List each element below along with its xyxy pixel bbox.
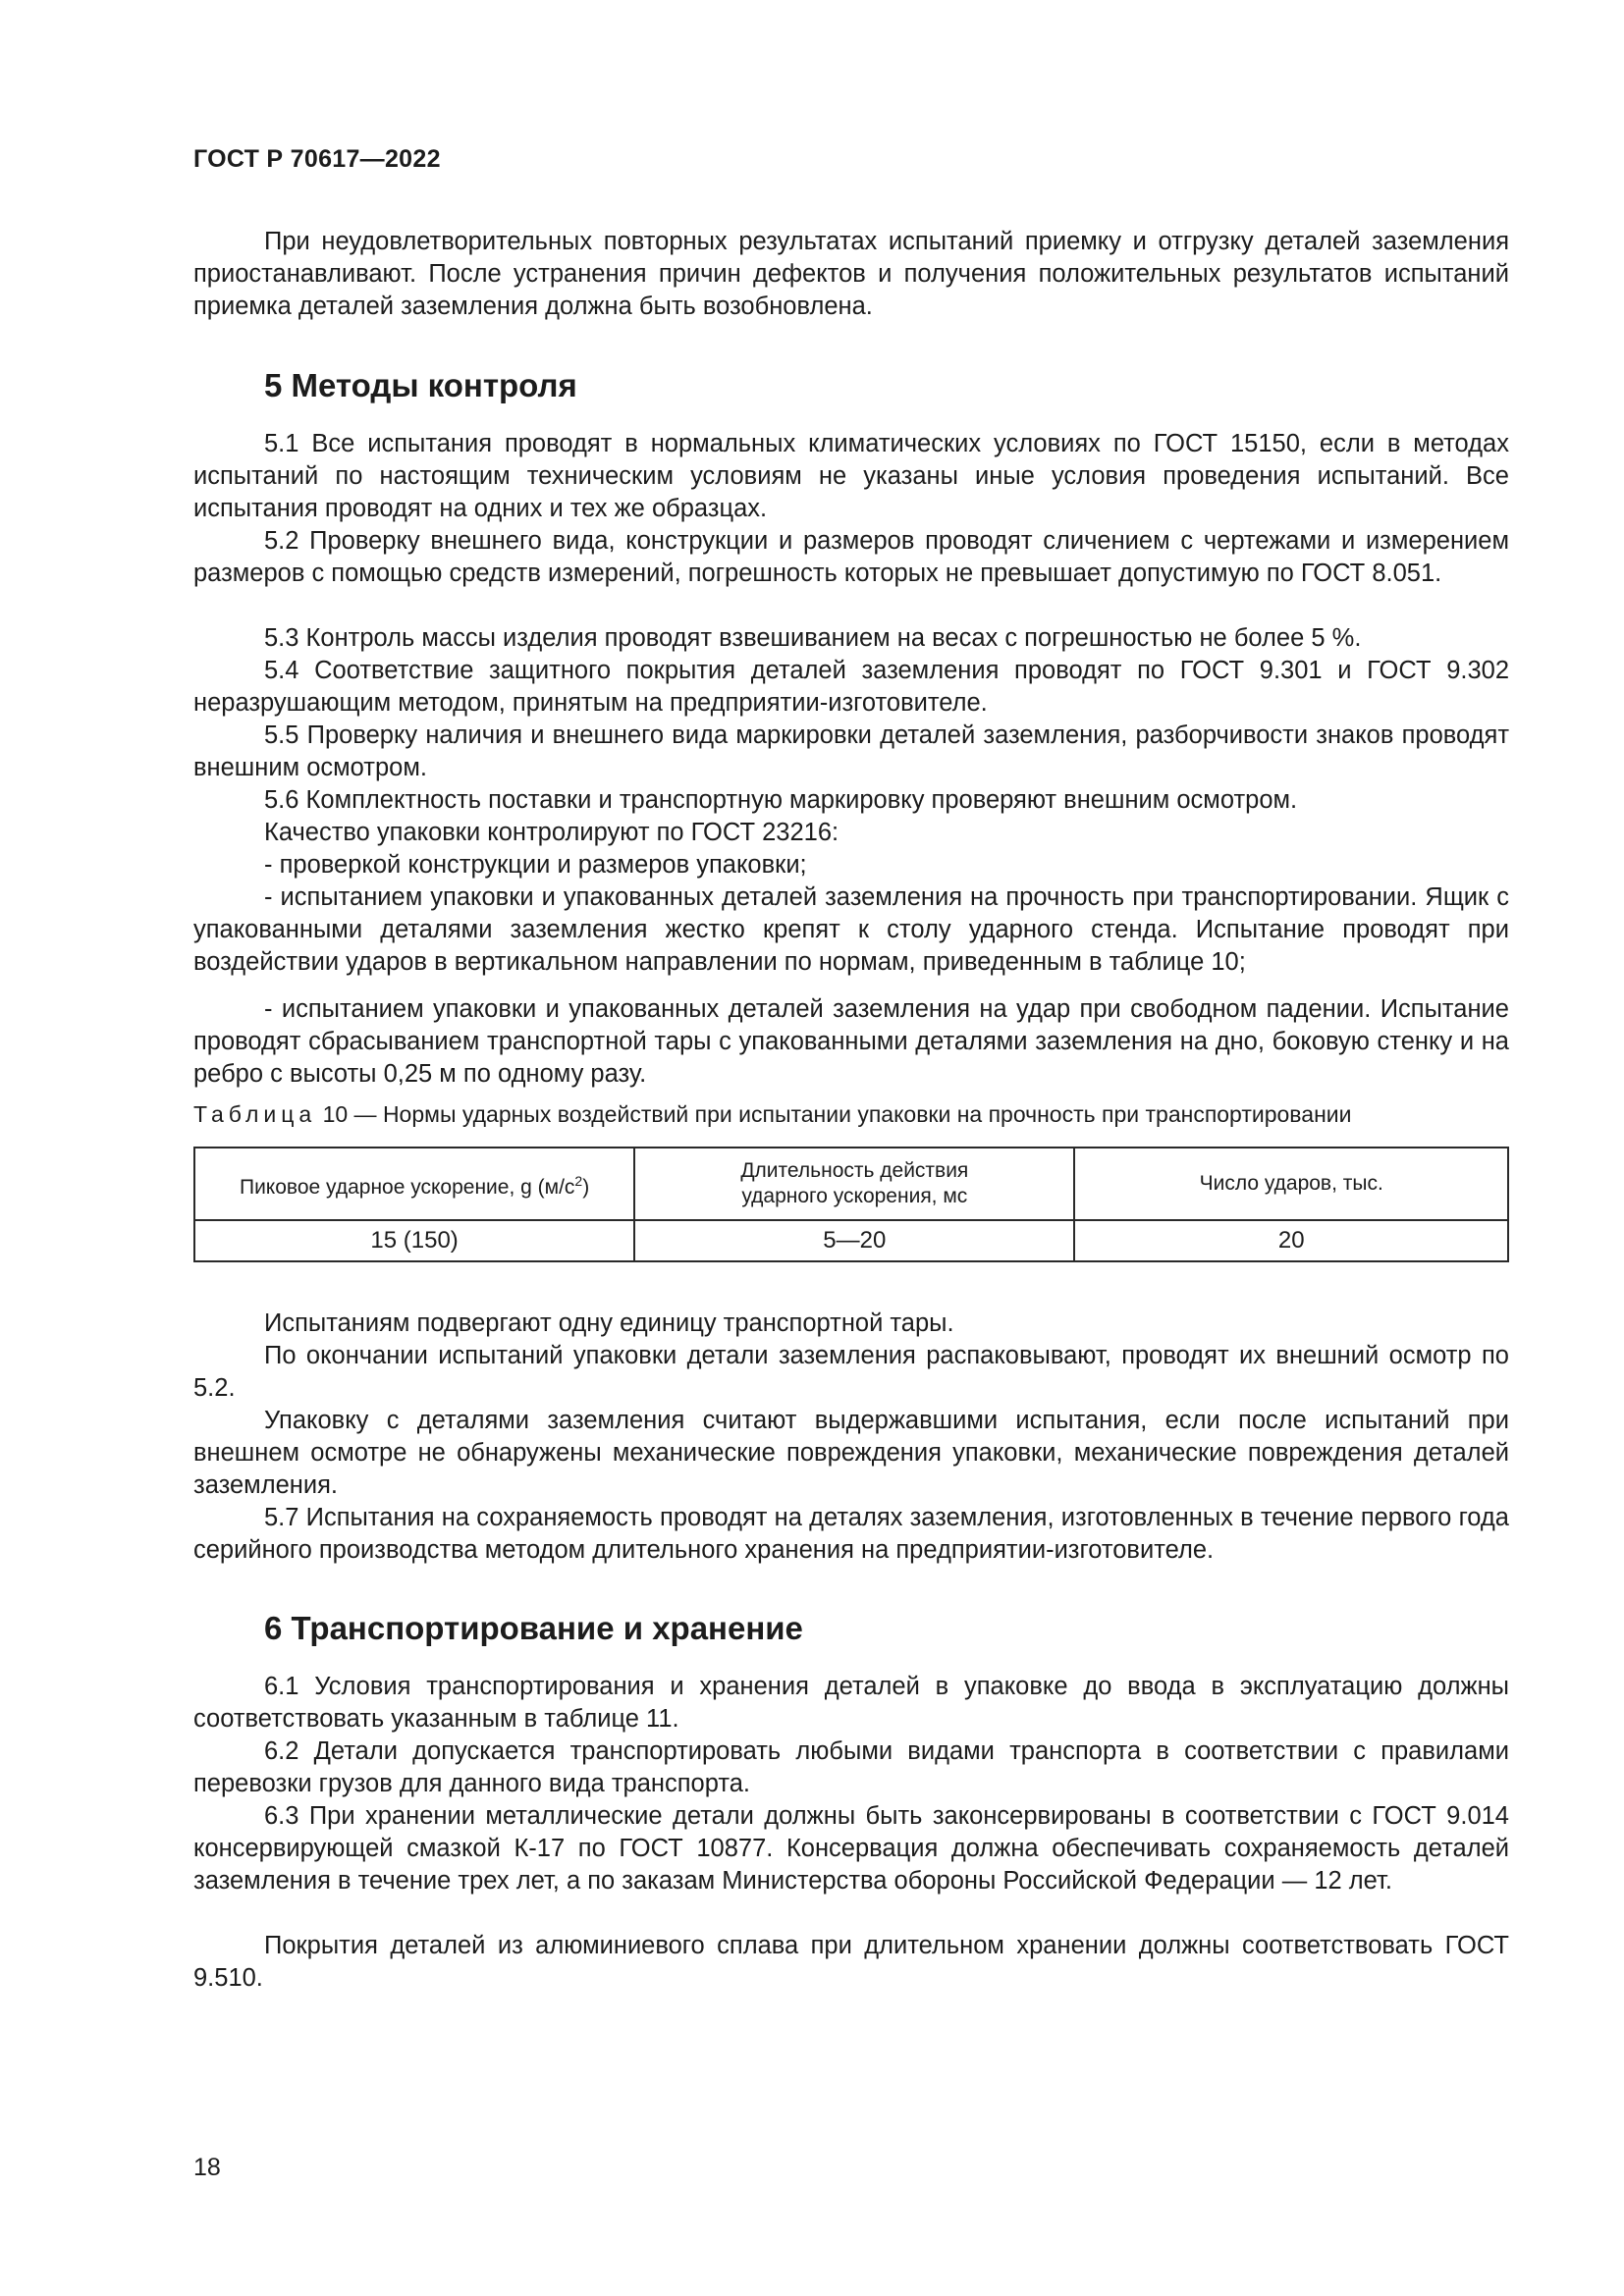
table-caption-word: Таблица [193, 1101, 317, 1127]
list-item-drop-test: - испытанием упаковки и упакованных деталей заземления на удар при свободном падении. Испытание проводят сбрасыванием транспортной тары с упакованными деталями заземления на дно, боковую стенку и на ребро с высоты 0,25 м по одному разу. [193, 995, 1509, 1088]
paragraph-5-7: 5.7 Испытания на сохраняемость проводят на деталях заземления, изготовленных в течение первого года серийного производства методом длительного хранения на предприятии-изготовителе. [193, 1504, 1509, 1564]
paragraph-one-unit: Испытаниям подвергают одну единицу транспортной тары. [264, 1309, 954, 1337]
paragraph-passed-criteria: Упаковку с деталями заземления считают выдержавшими испытания, если после испытаний при внешнем осмотре не обнаружены механические повреждения упаковки, механические повреждения деталей заземления. [193, 1407, 1509, 1499]
table-header-peak-acceleration: Пиковое ударное ускорение, g $(м/с^2)$ [194, 1148, 634, 1220]
paragraph-6-2: 6.2 Детали допускается транспортировать любыми видами транспорта в соответствии с правилами перевозки грузов для данного вида транспорта. [193, 1737, 1509, 1797]
table-10 [193, 1147, 1509, 1262]
paragraph-unpacking: По окончании испытаний упаковки детали заземления распаковывают, проводят их внешний осмотр по 5.2. [193, 1342, 1509, 1402]
paragraph-5-5: 5.5 Проверку наличия и внешнего вида маркировки деталей заземления, разборчивости знаков проводят внешним осмотром. [193, 721, 1509, 781]
table-row [194, 1220, 1508, 1261]
paragraph-aluminium-coating: Покрытия деталей из алюминиевого сплава при длительном хранении должны соответствовать ГОСТ 9.510. [193, 1932, 1509, 1992]
document-header: ГОСТ Р 70617—2022 [193, 145, 441, 173]
paragraph-6-3: 6.3 При хранении металлические детали должны быть законсервированы в соответствии с ГОСТ 9.014 консервирующей смазкой К-17 по ГОСТ 10877. Консервация должна обеспечивать сохраняемость деталей заземления в течение трех лет, а по заказам Министерства обороны Российской Федерации — 12 лет. [193, 1802, 1509, 1895]
table-10-caption [193, 1101, 1351, 1128]
page-number: 18 [193, 2154, 221, 2181]
cell-peak-acceleration: 15 (150) [194, 1220, 634, 1261]
paragraph-5-2: 5.2 Проверку внешнего вида, конструкции и размеров проводят сличением с чертежами и измерением размеров с помощью средств измерений, погрешность которых не превышает допустимую по ГОСТ 8.051. [193, 527, 1509, 587]
section-5-title: 5 Методы контроля [264, 367, 577, 403]
paragraph-6-1: 6.1 Условия транспортирования и хранения деталей в упаковке до ввода в эксплуатацию должны соответствовать указанным в таблице 11. [193, 1673, 1509, 1733]
paragraph-packaging-quality: Качество упаковки контролируют по ГОСТ 23216: [264, 819, 839, 846]
cell-impacts: 20 [1074, 1220, 1508, 1261]
paragraph-5-4: 5.4 Соответствие защитного покрытия деталей заземления проводят по ГОСТ 9.301 и ГОСТ 9.302 неразрушающим методом, принятым на предприятии-изготовителе. [193, 657, 1509, 717]
section-6-title: 6 Транспортирование и хранение [264, 1610, 803, 1646]
table-header-row [194, 1148, 1508, 1220]
table-header-impacts: Число ударов, тыс. [1074, 1148, 1508, 1220]
cell-duration: 5—20 [634, 1220, 1074, 1261]
table-caption-text: 10 — Нормы ударных воздействий при испытании упаковки на прочность при транспортировании [322, 1101, 1352, 1127]
table-header-duration: Длительность действия ударного ускорения, мс [634, 1148, 1074, 1220]
paragraph-5-3: 5.3 Контроль массы изделия проводят взвешиванием на весах с погрешностью не более 5 %. [264, 624, 1362, 652]
paragraph-5-1: 5.1 Все испытания проводят в нормальных климатических условиях по ГОСТ 15150, если в методах испытаний по настоящим техническим условиям не указаны иные условия проведения испытаний. Все испытания проводят на одних и тех же образцах. [193, 430, 1509, 522]
intro-paragraph: При неудовлетворительных повторных результатах испытаний приемку и отгрузку деталей заземления приостанавливают. После устранения причин дефектов и получения положительных результатов испытаний приемка деталей заземления должна быть возобновлена. [193, 228, 1509, 320]
list-item-construction-check: - проверкой конструкции и размеров упаковки; [264, 851, 807, 879]
list-item-strength-test: - испытанием упаковки и упакованных деталей заземления на прочность при транспортировании. Ящик с упакованными деталями заземления жестко крепят к столу ударного стенда. Испытание проводят при воздействии ударов в вертикальном направлении по нормам, приведенным в таблице 10; [193, 883, 1509, 976]
paragraph-5-6: 5.6 Комплектность поставки и транспортную маркировку проверяют внешним осмотром. [264, 786, 1298, 814]
